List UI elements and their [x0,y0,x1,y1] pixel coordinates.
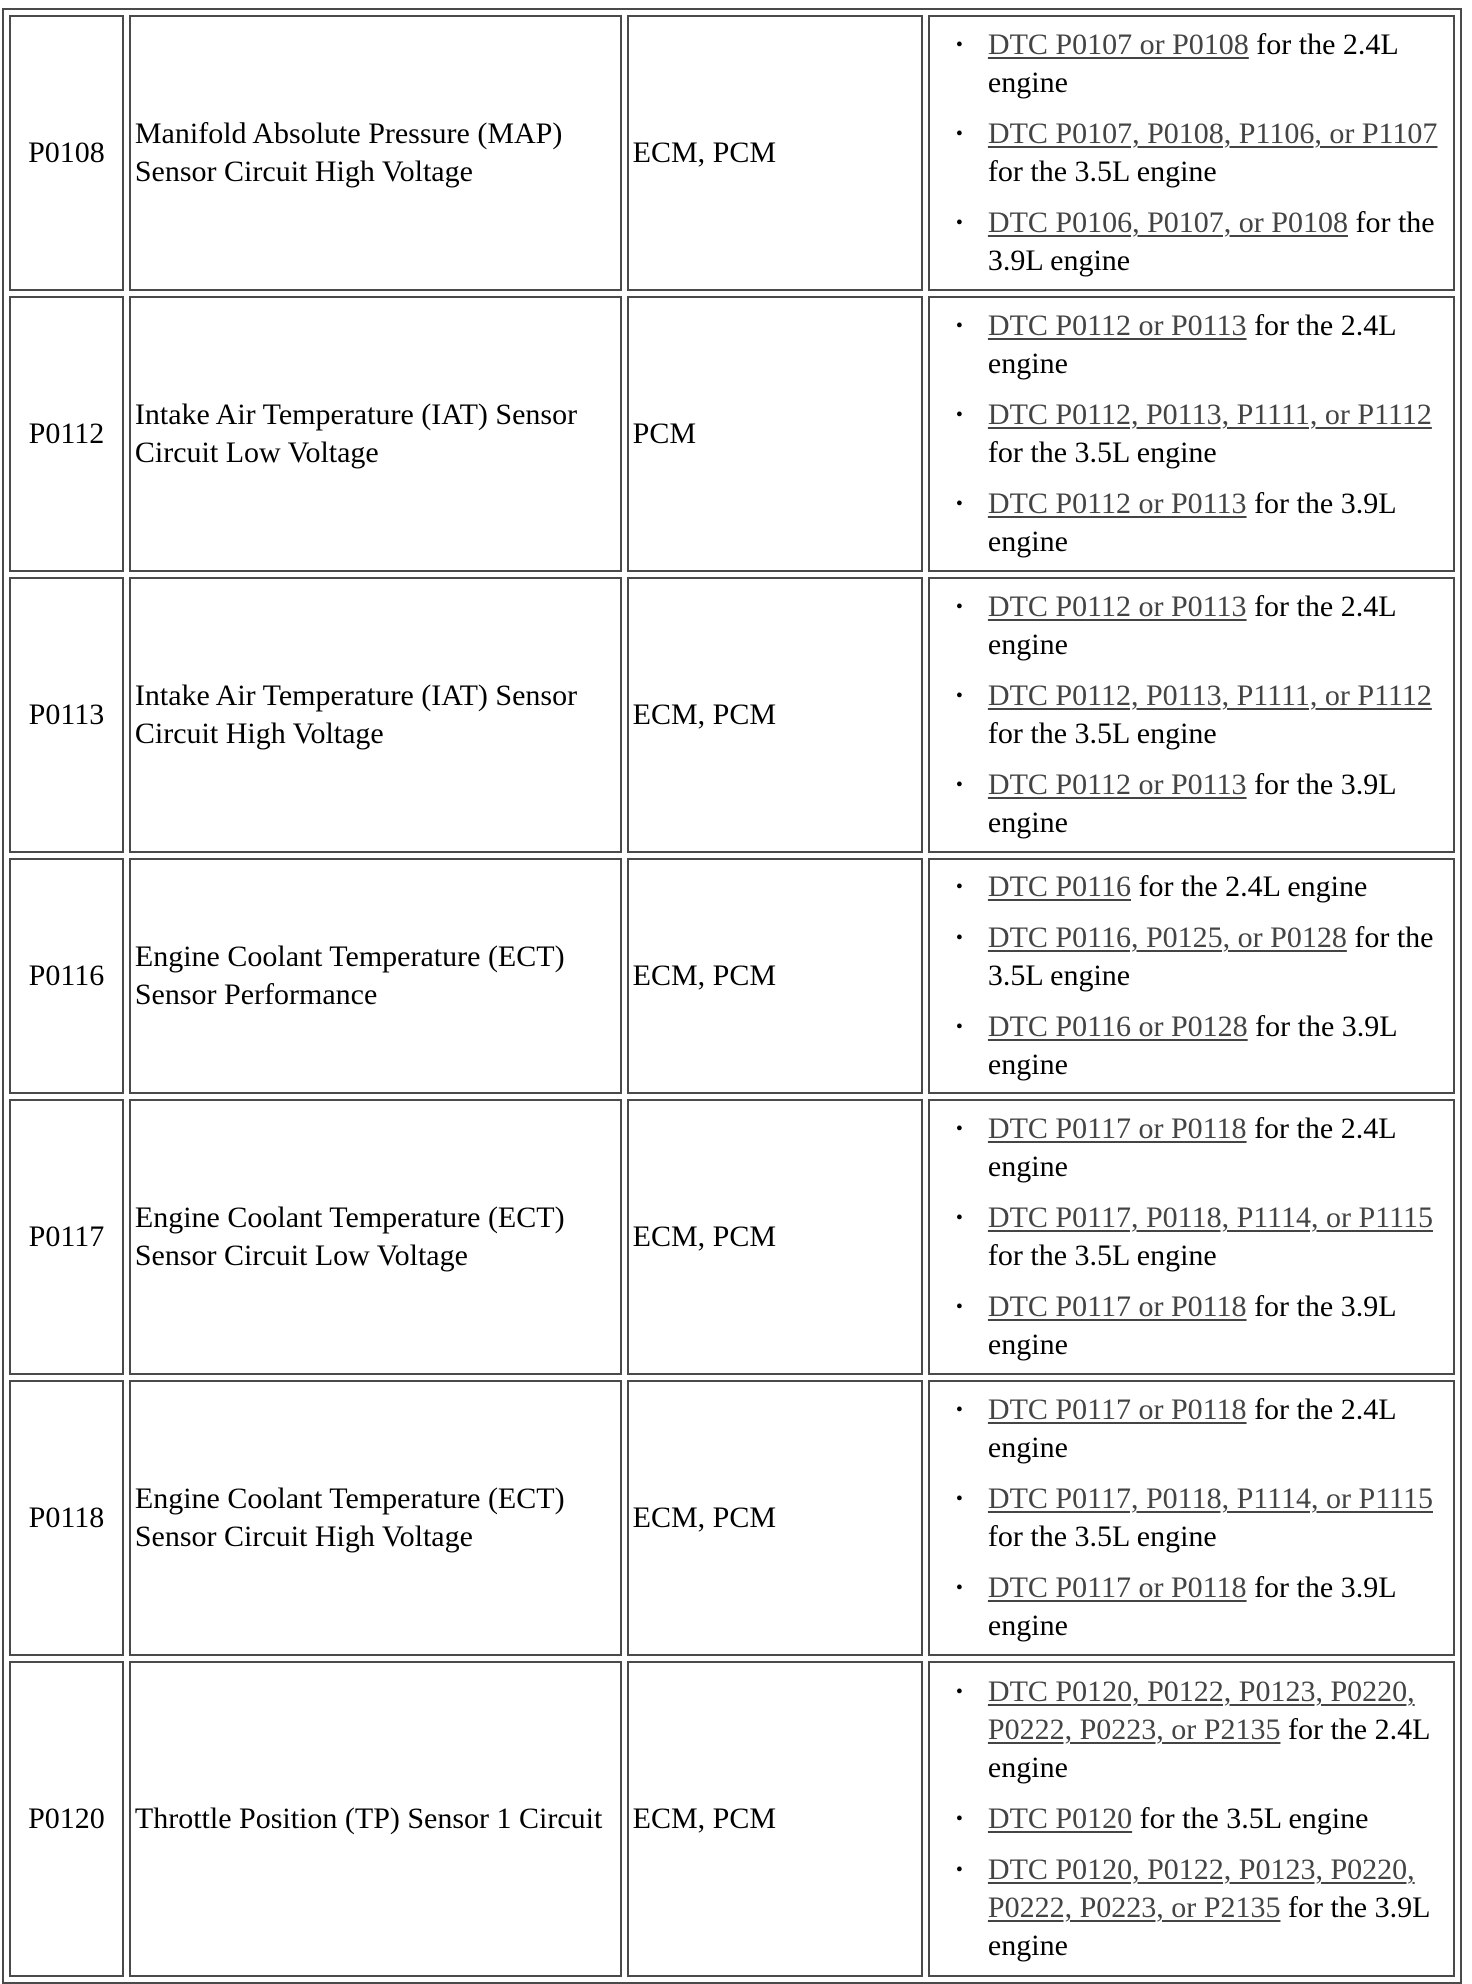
dtc-description: Intake Air Temperature (IAT) Sensor Circuit Low Voltage [134,398,578,469]
diagnostic-link[interactable]: DTC P0120 [987,1802,1133,1835]
bullet-icon: • [955,1488,963,1510]
bullet-icon: • [955,876,963,898]
diagnostic-link[interactable]: DTC P0112 or P0113 [987,590,1247,623]
engine-note: for the 2.4L engine [1131,870,1368,903]
bullet-icon: • [955,1399,963,1421]
dtc-code: P0108 [28,136,105,169]
table-row [9,296,1455,572]
diagnostic-link[interactable]: DTC P0117, P0118, P1114, or P1115 [987,1482,1433,1515]
diagnostic-item [934,26,1449,102]
diagnostic-item [934,1851,1449,1965]
bullet-icon: • [955,1207,963,1229]
diagnostic-item [934,1110,1449,1186]
diagnostic-item [934,1569,1449,1645]
diagnostic-item [934,919,1449,995]
engine-note: for the 3.5L engine [987,717,1217,750]
dtc-description: Engine Coolant Temperature (ECT) Sensor Circuit Low Voltage [134,1201,565,1272]
engine-note: for the 3.9L engine [987,1571,1396,1642]
dtc-description-cell [129,1661,622,1977]
dtc-description: Engine Coolant Temperature (ECT) Sensor Performance [134,940,565,1011]
dtc-code-cell [9,577,124,853]
dtc-description: Manifold Absolute Pressure (MAP) Sensor Circuit High Voltage [134,117,563,188]
diagnostic-link[interactable]: DTC P0112, P0113, P1111, or P1112 [987,398,1432,431]
engine-note: for the 3.9L engine [987,1010,1397,1081]
diagnostic-item [934,677,1449,753]
engine-note: for the 3.9L engine [987,206,1435,277]
bullet-icon: • [955,212,963,234]
diagnostic-item [934,1199,1449,1275]
diagnostic-link[interactable]: DTC P0117 or P0118 [987,1290,1247,1323]
bullet-icon: • [955,1681,963,1703]
module-name: ECM, PCM [632,959,777,992]
dtc-code-cell [9,1099,124,1375]
engine-note: for the 3.9L engine [987,487,1396,558]
dtc-description-cell [129,1099,622,1375]
dtc-code: P0117 [28,1220,105,1253]
dtc-code: P0116 [28,959,105,992]
diagnostic-list [934,868,1449,1084]
engine-note: for the 2.4L engine [987,1112,1396,1183]
bullet-icon: • [955,1016,963,1038]
engine-note: for the 2.4L engine [987,590,1396,661]
module-name: ECM, PCM [632,1220,777,1253]
diagnostic-item [934,396,1449,472]
module-cell [627,1099,923,1375]
bullet-icon: • [955,1859,963,1881]
dtc-description-cell [129,296,622,572]
module-name: ECM, PCM [632,1501,777,1534]
diagnostic-cell [928,15,1455,291]
bullet-icon: • [955,1808,963,1830]
diagnostic-link[interactable]: DTC P0112 or P0113 [987,768,1247,801]
diagnostic-item [934,1008,1449,1084]
diagnostic-item [934,115,1449,191]
diagnostic-list [934,307,1449,561]
diagnostic-cell [928,1099,1455,1375]
diagnostic-link[interactable]: DTC P0120, P0122, P0123, P0220, P0222, P0223, or P2135 [987,1853,1415,1924]
diagnostic-link[interactable]: DTC P0117 or P0118 [987,1571,1247,1604]
diagnostic-link[interactable]: DTC P0116, P0125, or P0128 [987,921,1347,954]
diagnostic-link[interactable]: DTC P0107 or P0108 [987,28,1249,61]
table-row [9,1661,1455,1977]
bullet-icon: • [955,34,963,56]
bullet-icon: • [955,493,963,515]
dtc-code-cell [9,858,124,1094]
module-cell [627,858,923,1094]
dtc-code: P0118 [28,1501,105,1534]
diagnostic-link[interactable]: DTC P0112 or P0113 [987,309,1247,342]
bullet-icon: • [955,1296,963,1318]
diagnostic-item [934,868,1449,906]
dtc-code-cell [9,15,124,291]
module-name: ECM, PCM [632,698,777,731]
engine-note: for the 3.9L engine [987,1290,1396,1361]
dtc-description-cell [129,858,622,1094]
dtc-description: Intake Air Temperature (IAT) Sensor Circuit High Voltage [134,679,578,750]
dtc-description: Engine Coolant Temperature (ECT) Sensor Circuit High Voltage [134,1482,565,1553]
dtc-code-cell [9,1380,124,1656]
diagnostic-list [934,1110,1449,1364]
dtc-code: P0112 [28,417,105,450]
bullet-icon: • [955,1118,963,1140]
diagnostic-cell [928,858,1455,1094]
engine-note: for the 2.4L engine [987,28,1398,99]
diagnostic-cell [928,1661,1455,1977]
module-name: ECM, PCM [632,1802,777,1835]
diagnostic-link[interactable]: DTC P0117 or P0118 [987,1393,1247,1426]
diagnostic-item [934,1480,1449,1556]
diagnostic-item [934,307,1449,383]
diagnostic-link[interactable]: DTC P0107, P0108, P1106, or P1107 [987,117,1438,150]
bullet-icon: • [955,315,963,337]
dtc-description-cell [129,577,622,853]
dtc-table-body [9,15,1455,1977]
engine-note: for the 3.5L engine [987,921,1434,992]
diagnostic-link[interactable]: DTC P0112 or P0113 [987,487,1247,520]
engine-note: for the 2.4L engine [987,309,1396,380]
diagnostic-item [934,485,1449,561]
engine-note: for the 3.5L engine [987,155,1217,188]
bullet-icon: • [955,774,963,796]
table-row [9,577,1455,853]
diagnostic-cell [928,1380,1455,1656]
module-cell [627,1380,923,1656]
diagnostic-link[interactable]: DTC P0117 or P0118 [987,1112,1247,1145]
engine-note: for the 3.9L engine [987,768,1396,839]
table-row [9,858,1455,1094]
engine-note: for the 3.5L engine [1132,1802,1369,1835]
bullet-icon: • [955,927,963,949]
diagnostic-item [934,1800,1449,1838]
dtc-code-cell [9,1661,124,1977]
diagnostic-link[interactable]: DTC P0112, P0113, P1111, or P1112 [987,679,1432,712]
dtc-description-cell [129,15,622,291]
bullet-icon: • [955,1577,963,1599]
module-cell [627,1661,923,1977]
diagnostic-list [934,588,1449,842]
diagnostic-link[interactable]: DTC P0116 [987,870,1131,903]
diagnostic-item [934,1391,1449,1467]
diagnostic-item [934,766,1449,842]
dtc-code: P0113 [28,698,105,731]
diagnostic-item [934,204,1449,280]
table-row [9,15,1455,291]
dtc-description-cell [129,1380,622,1656]
module-cell [627,296,923,572]
table-row [9,1099,1455,1375]
diagnostic-item [934,1673,1449,1787]
bullet-icon: • [955,123,963,145]
diagnostic-link[interactable]: DTC P0117, P0118, P1114, or P1115 [987,1201,1433,1234]
diagnostic-list [934,26,1449,280]
dtc-code: P0120 [28,1802,105,1835]
module-name: PCM [632,417,697,450]
diagnostic-list [934,1391,1449,1645]
diagnostic-list [934,1673,1449,1965]
diagnostic-link[interactable]: DTC P0116 or P0128 [987,1010,1248,1043]
table-row [9,1380,1455,1656]
engine-note: for the 2.4L engine [987,1393,1396,1464]
engine-note: for the 3.9L engine [987,1891,1430,1962]
module-cell [627,15,923,291]
bullet-icon: • [955,404,963,426]
dtc-code-cell [9,296,124,572]
diagnostic-item [934,1288,1449,1364]
engine-note: for the 3.5L engine [987,1239,1217,1272]
dtc-table [2,8,1462,1984]
engine-note: for the 3.5L engine [987,436,1217,469]
diagnostic-item [934,588,1449,664]
diagnostic-link[interactable]: DTC P0106, P0107, or P0108 [987,206,1348,239]
engine-note: for the 3.5L engine [987,1520,1217,1553]
bullet-icon: • [955,596,963,618]
engine-note: for the 2.4L engine [987,1713,1430,1784]
bullet-icon: • [955,685,963,707]
diagnostic-link[interactable]: DTC P0120, P0122, P0123, P0220, P0222, P0223, or P2135 [987,1675,1415,1746]
module-name: ECM, PCM [632,136,777,169]
diagnostic-cell [928,577,1455,853]
module-cell [627,577,923,853]
diagnostic-cell [928,296,1455,572]
dtc-description: Throttle Position (TP) Sensor 1 Circuit [134,1802,603,1835]
